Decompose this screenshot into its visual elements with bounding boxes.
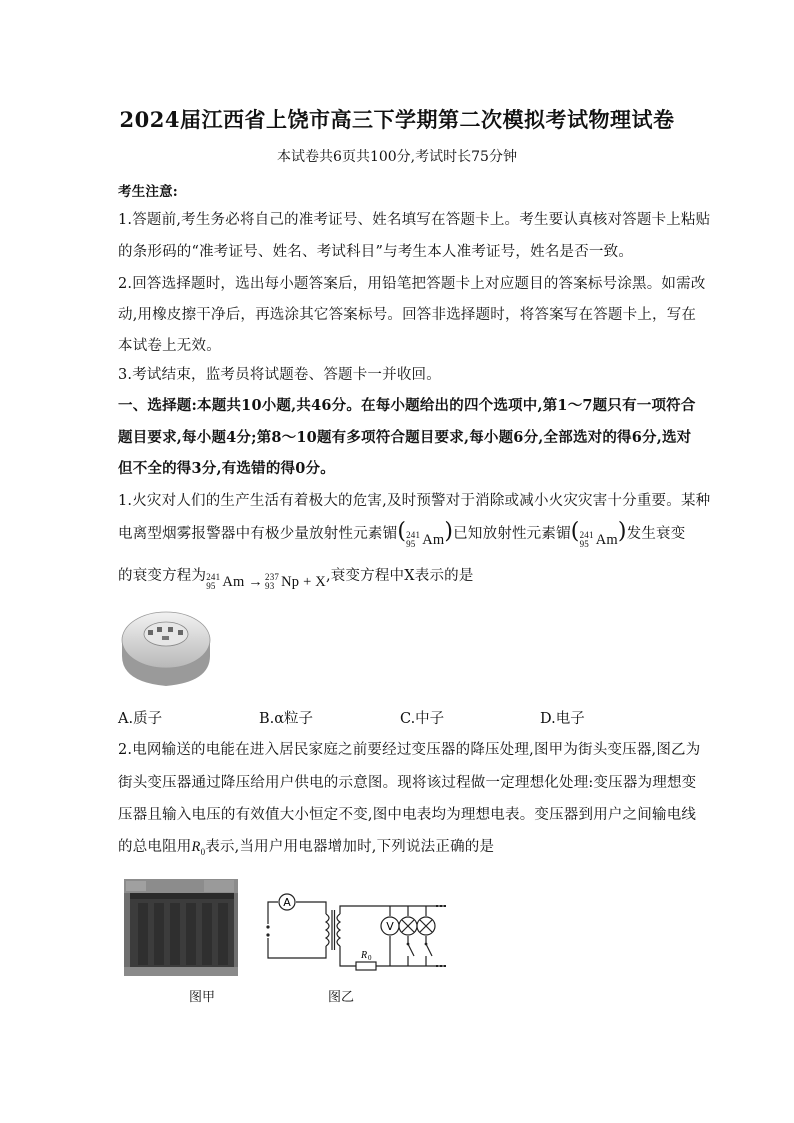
- americium-nuclide: [580, 531, 618, 549]
- element-symbol: Am: [422, 531, 445, 548]
- option-c[interactable]: C.中子: [400, 711, 445, 727]
- notice-line: 动,用橡皮擦干净后，再选涂其它答案标号。回答非选择题时，将答案写在答题卡上，写在: [118, 307, 697, 323]
- decay-equation: [206, 573, 326, 591]
- q1-text-segment: ,衰变方程中X表示的是: [325, 568, 474, 584]
- section-instructions: 题目要求,每小题4分;第8～10题有多项符合题目要求,每小题6分,全部选对的得6分,选对: [118, 429, 692, 446]
- q2-text-segment: 表示,当用户用电器增加时,下列说法正确的是: [205, 839, 495, 855]
- transformer-circuit-diagram: [258, 880, 454, 976]
- element-symbol: Am: [595, 531, 618, 548]
- exam-info: 本试卷共6页共100分,考试时长75分钟: [277, 149, 517, 165]
- notice-line: 1.答题前,考生务必将自己的准考证号、姓名填写在答题卡上。考生要认真核对答题卡上粘贴: [118, 212, 711, 228]
- notice-heading: 考生注意:: [118, 184, 178, 200]
- figure-b-caption: 图乙: [328, 990, 355, 1005]
- mass-number: 241: [206, 572, 221, 582]
- notice-line: 的条形码的“准考证号、姓名、考试科目”与考生本人准考证号，姓名是否一致。: [118, 244, 634, 260]
- arrow-icon: →: [248, 573, 263, 590]
- question-2-text: 街头变压器通过降压给用户供电的示意图。现将该过程做一定理想化处理:变压器为理想变: [118, 775, 697, 791]
- section-heading: 一、选择题:本题共10小题,共46分。在每小题给出的四个选项中,第1～7题只有一项符合: [118, 397, 696, 414]
- option-b[interactable]: B.α粒子: [259, 711, 314, 727]
- question-2-text: 压器且输入电压的有效值大小恒定不变,图中电表均为理想电表。变压器到用户之间输电线: [118, 807, 697, 823]
- q1-text-segment: 发生衰变: [626, 526, 686, 542]
- question-1-text: [118, 564, 474, 591]
- mass-number: 241: [579, 530, 594, 540]
- transformer-photo: [124, 879, 238, 976]
- smoke-detector-image: [118, 602, 214, 692]
- notice-line: 本试卷上无效。: [118, 338, 221, 354]
- page-title: 2024届江西省上饶市高三下学期第二次模拟考试物理试卷: [119, 107, 675, 132]
- option-d[interactable]: D.电子: [540, 711, 585, 727]
- element-symbol: Am: [222, 573, 245, 590]
- q1-text-segment: 的衰变方程为: [118, 568, 207, 584]
- atomic-number: 95: [206, 581, 216, 591]
- resistor-subscript: 0: [200, 846, 206, 857]
- section-instructions: 但不全的得3分,有选错的得0分。: [118, 460, 335, 477]
- notice-line: 2.回答选择题时，选出每小题答案后，用铅笔把答题卡上对应题目的答案标号涂黑。如需改: [118, 276, 706, 292]
- option-a[interactable]: A.质子: [118, 711, 163, 727]
- question-2-text: [118, 835, 494, 857]
- voltmeter-label: V: [386, 920, 394, 933]
- decay-product: + X: [303, 573, 326, 590]
- atomic-number: 95: [579, 539, 589, 549]
- americium-nuclide: [406, 531, 444, 549]
- q2-text-segment: 的总电阻用: [118, 839, 192, 855]
- atomic-number: 95: [406, 539, 416, 549]
- mass-number: 241: [406, 530, 421, 540]
- element-symbol: Np: [281, 573, 300, 590]
- resistor-label: R: [361, 950, 368, 961]
- resistor-subscript: 0: [368, 954, 372, 962]
- question-1-text: 1.火灾对人们的生产生活有着极大的危害,及时预警对于消除或减小火灾灾害十分重要。某种: [118, 493, 711, 509]
- resistor-symbol: R: [191, 839, 201, 855]
- ammeter-label: A: [283, 896, 291, 909]
- q1-text-segment: 已知放射性元素镅: [453, 526, 571, 542]
- q1-text-segment: 电离型烟雾报警器中有极少量放射性元素镅: [118, 526, 398, 542]
- question-2-text: 2.电网输送的电能在进入居民家庭之前要经过变压器的降压处理,图甲为街头变压器,图乙为: [118, 742, 701, 758]
- atomic-number: 93: [265, 581, 275, 591]
- mass-number: 237: [265, 572, 280, 582]
- figure-a-caption: 图甲: [189, 990, 216, 1005]
- question-1-text: 电离型烟雾报警器中有极少量放射性元素镅( 241 95 Am )已知放射性元素镅( 241 95 Am )发生衰变: [118, 519, 686, 549]
- notice-line: 3.考试结束，监考员将试题卷、答题卡一并收回。: [118, 367, 441, 383]
